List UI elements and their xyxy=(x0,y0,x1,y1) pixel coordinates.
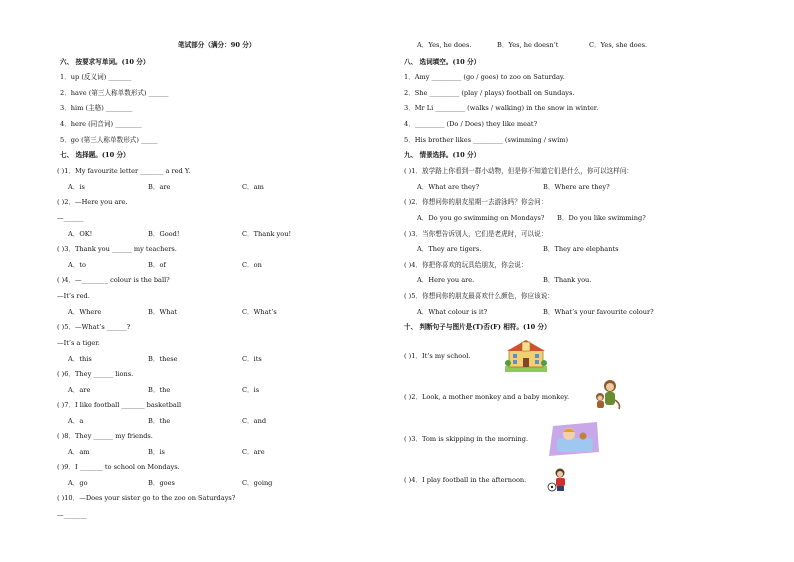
s10-item-2: ( )2．Look, a mother monkey and a baby monkey. xyxy=(404,393,570,401)
s7-q2-opt-b: B．Good! xyxy=(148,230,180,238)
s9-q2-opt-b: B．Do you like swimming? xyxy=(557,214,646,222)
football-boy-image xyxy=(546,467,572,497)
s7-q8-opt-c: C．are xyxy=(242,448,265,456)
s9-q2-opt-a: A．Do you go swimming on Mondays? xyxy=(417,214,545,222)
s7-q1-opt-b: B．are xyxy=(148,183,171,191)
s7-q7-opt-a: A．a xyxy=(68,417,84,425)
s7-q5-opt-c: C．its xyxy=(242,355,262,363)
s6-item-4: 4．here (同音词) ________ xyxy=(60,120,142,128)
s7-q9-stem: ( )9．I _______ to school on Mondays. xyxy=(57,463,180,471)
s9-q5-stem: ( )5．你想问你的朋友最喜欢什么颜色，你应该说： xyxy=(404,292,554,300)
s8-item-5: 5．His brother likes _________ (swimming / swim) xyxy=(404,136,569,144)
s7-q6-opt-b: B．the xyxy=(148,386,171,394)
monkeys-image xyxy=(592,378,622,414)
s9-q5-opt-a: A．What colour is it? xyxy=(417,308,488,316)
s8-item-1: 1．Amy _________ (go / goes) to zoo on Saturday. xyxy=(404,73,565,81)
s7-q10-answer: —_______ xyxy=(57,511,87,519)
s9-q3-stem: ( )3．当你想告诉别人，它们是老虎时，可以说： xyxy=(404,230,548,238)
s7-q3-stem: ( )3．Thank you ______ my teachers. xyxy=(57,245,177,253)
s10-item-3: ( )3．Tom is skipping in the morning. xyxy=(404,435,529,443)
s7-q4-answer: —It’s red. xyxy=(57,292,90,300)
s7-q1-opt-c: C．am xyxy=(242,183,264,191)
s9-q4-opt-b: B．Thank you. xyxy=(543,276,592,284)
s7-q7-opt-c: C．and xyxy=(242,417,267,425)
s10-item-1: ( )1．It’s my school. xyxy=(404,352,471,360)
s9-q2-stem: ( )2．你想问你的朋友星期一去游泳吗？你会问： xyxy=(404,198,548,206)
s7-q8-opt-a: A．am xyxy=(68,448,90,456)
s7-q4-opt-c: C．What’s xyxy=(242,308,277,316)
section-10-heading: 十、 判断句子与图片是(T)否(F) 相符。(10 分） xyxy=(404,323,551,331)
section-7-heading: 七、 选择题。(10 分） xyxy=(60,151,130,159)
s7-q8-stem: ( )8．They ______ my friends. xyxy=(57,432,153,440)
s7-q2-opt-c: C．Thank you! xyxy=(242,230,292,238)
school-image xyxy=(505,336,547,376)
s7-q1-stem: ( )1．My favourite letter _______ a red Y. xyxy=(57,167,191,175)
section-8-heading: 八、 选词填空。(10 分） xyxy=(404,58,481,66)
s6-item-1: 1．up (反义词) _______ xyxy=(60,73,132,81)
s10-item-4: ( )4．I play football in the afternoon. xyxy=(404,476,527,484)
s7-q2-stem: ( )2．—Here you are. xyxy=(57,198,128,206)
s9-q1-opt-b: B．Where are they? xyxy=(543,183,610,191)
s6-item-5: 5．go (第三人称单数形式) _____ xyxy=(60,136,158,144)
s9-q1-opt-a: A．What are they? xyxy=(417,183,480,191)
s6-item-2: 2．have (第三人称单数形式) ______ xyxy=(60,89,169,97)
s9-q1-stem: ( )1．放学路上你看到一群小动物，但是你不知道它们是什么，你可以这样问： xyxy=(404,167,634,175)
s7-q5-stem: ( )5．—What’s ______? xyxy=(57,323,131,331)
s8-item-2: 2．She _________ (play / plays) football on Sundays. xyxy=(404,89,575,97)
s8-item-3: 3．Mr Li _________ (walks / walking) in the snow in winter. xyxy=(404,104,599,112)
s7-q4-stem: ( )4．—________ colour is the ball? xyxy=(57,276,170,284)
s7-q10-stem: ( )10．—Does your sister go to the zoo on Saturdays? xyxy=(57,494,236,502)
s7-q5-opt-a: A．this xyxy=(68,355,92,363)
s9-q3-opt-b: B．They are elephants xyxy=(543,245,619,253)
s7-q3-opt-c: C．on xyxy=(242,261,262,269)
s7-q3-opt-b: B．of xyxy=(148,261,166,269)
s7-q4-opt-b: B．What xyxy=(148,308,178,316)
page-title: 笔试部分（满分：90 分） xyxy=(178,41,256,49)
s7-q9-opt-c: C．going xyxy=(242,479,273,487)
s7-q3-opt-a: A．to xyxy=(68,261,86,269)
q10-opt-b: B．Yes, he doesn’t xyxy=(497,41,559,49)
q10-opt-a: A．Yes, he does. xyxy=(417,41,472,49)
s7-q2-opt-a: A．OK! xyxy=(68,230,93,238)
s7-q7-opt-b: B．the xyxy=(148,417,171,425)
s8-item-4: 4．_________ (Do / Does) they like meat? xyxy=(404,120,538,128)
s7-q6-opt-c: C．is xyxy=(242,386,260,394)
s7-q8-opt-b: B．is xyxy=(148,448,165,456)
section-9-heading: 九、 情景选择。(10 分） xyxy=(404,151,481,159)
s6-item-3: 3．him (主格) ________ xyxy=(60,104,133,112)
s7-q7-stem: ( )7．I like football _______ basketball xyxy=(57,401,182,409)
s7-q5-opt-b: B．these xyxy=(148,355,178,363)
s9-q4-opt-a: A．Here you are. xyxy=(417,276,475,284)
section-6-heading: 六、 按要求写单词。(10 分） xyxy=(60,58,150,66)
s7-q6-stem: ( )6．They ______ lions. xyxy=(57,370,134,378)
s9-q5-opt-b: B．What’s your favourite colour? xyxy=(543,308,654,316)
s7-q5-answer: —It’s a tiger. xyxy=(57,339,100,347)
s7-q1-opt-a: A．is xyxy=(68,183,85,191)
s9-q4-stem: ( )4．你把你喜欢的玩具给朋友，你会说： xyxy=(404,261,528,269)
s7-q9-opt-b: B．goes xyxy=(148,479,175,487)
s7-q6-opt-a: A．are xyxy=(68,386,91,394)
s7-q4-opt-a: A．Where xyxy=(68,308,102,316)
sleeping-boy-image xyxy=(549,422,601,460)
q10-opt-c: C．Yes, she does. xyxy=(589,41,648,49)
s7-q2-answer: —______ xyxy=(57,214,84,222)
s7-q9-opt-a: A．go xyxy=(68,479,88,487)
s9-q3-opt-a: A．They are tigers. xyxy=(417,245,482,253)
